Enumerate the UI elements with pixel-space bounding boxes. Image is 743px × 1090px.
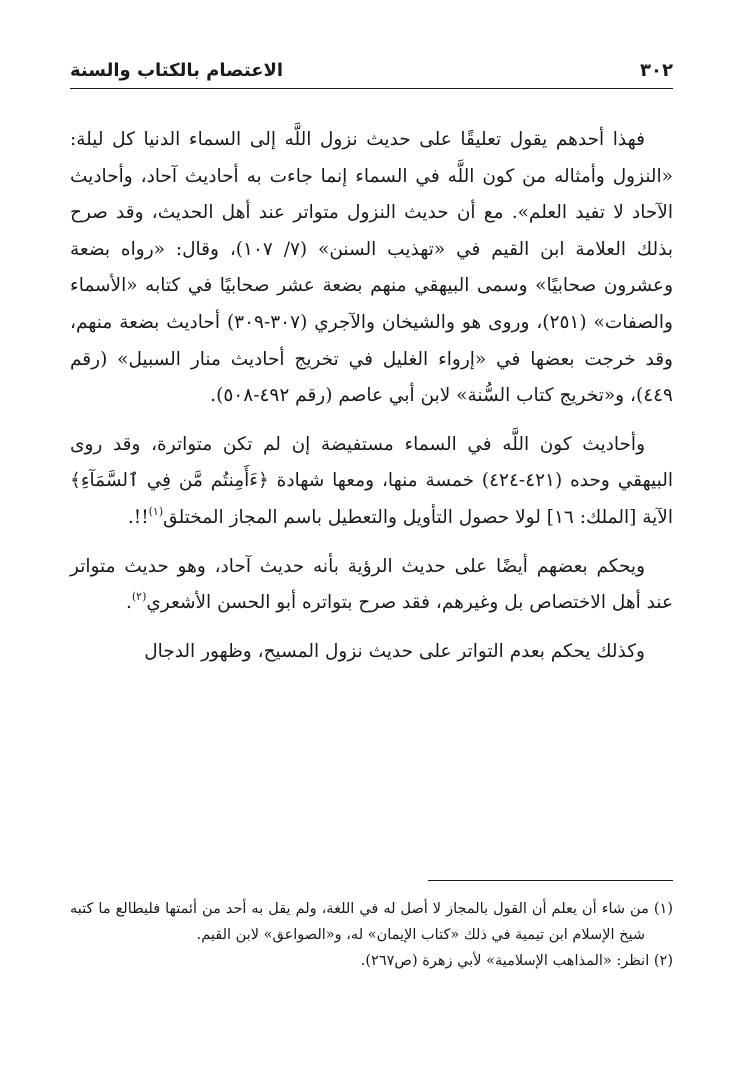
footnote-text: انظر: «المذاهب الإسلامية» لأبي زهرة (ص٢٦٧). <box>360 953 650 969</box>
paragraph <box>70 634 673 671</box>
page-number: ٣٠٢ <box>640 60 673 81</box>
page-header <box>70 58 673 89</box>
paragraph-tail: !!. <box>127 506 149 528</box>
paragraph-text: ويحكم بعضهم أيضًا على حديث الرؤية بأنه حديث آحاد، وهو حديث متواتر عند أهل الاختصاص بل وغيرهم، فقد صرح بتواتره أبو الحسن الأشعري <box>70 555 673 614</box>
footnote-marker: (١) <box>148 504 164 518</box>
footnote-marker: (٢) <box>131 590 147 604</box>
paragraph-tail: . <box>125 592 132 614</box>
footnote-number: (١) <box>653 901 674 917</box>
paragraph-text: وأحاديث كون اللَّه في السماء مستفيضة إن لم تكن متواترة، وقد روى البيهقي وحده (٤٢١-٤٢٤) خمسة منها، ومعها شهادة ﴿ءَأَمِنتُم مَّن فِي ٱلسَّمَآءِ﴾ الآية [الملك: ١٦] لولا حصول التأويل والتعطيل باسم المجاز المختلق <box>70 433 673 528</box>
paragraph-text: وكذلك يحكم بعدم التواتر على حديث نزول المسيح، وظهور الدجال <box>144 640 645 662</box>
main-text <box>70 122 673 670</box>
footnote <box>70 948 673 974</box>
paragraph <box>70 549 673 622</box>
footnote-separator <box>428 880 673 881</box>
footnote <box>70 896 673 948</box>
footnotes <box>70 896 673 974</box>
paragraph <box>70 122 673 415</box>
footnote-number: (٢) <box>653 953 673 969</box>
paragraph-text: فهذا أحدهم يقول تعليقًا على حديث نزول اللَّه إلى السماء الدنيا كل ليلة: «النزول وأمثاله من كون اللَّه في السماء إنما جاءت به أحاديث آحاد، وأحاديث الآحاد لا تفيد العلم». مع أن حديث النزول متواتر عند أهل الحديث، وقد صرح بذلك العلامة ابن القيم في «تهذيب السنن» (٧/ ١٠٧)، وقال: «رواه بضعة وعشرون صحابيًا» وسمى البيهقي منهم بضعة عشر صحابيًا في كتابه «الأسماء والصفات» (٢٥١)، وروى هو والشيخان والآجري (٣٠٧-٣٠٩) أحاديث بضعة منهم، وقد خرجت بعضها في «إرواء الغليل في تخريج أحاديث منار السبيل» (رقم ٤٤٩)، و«تخريج كتاب السُّنة» لابن أبي عاصم (رقم ٤٩٢-٥٠٨). <box>70 129 673 407</box>
running-title: الاعتصام بالكتاب والسنة <box>70 60 284 81</box>
paragraph <box>70 427 673 537</box>
footnote-text: من شاء أن يعلم أن القول بالمجاز لا أصل له في اللغة، ولم يقل به أحد من أئمتها فليطالع ما كتبه شيخ الإسلام ابن تيمية في ذلك «كتاب الإيمان» له، و«الصواعق» لابن القيم. <box>70 901 649 943</box>
